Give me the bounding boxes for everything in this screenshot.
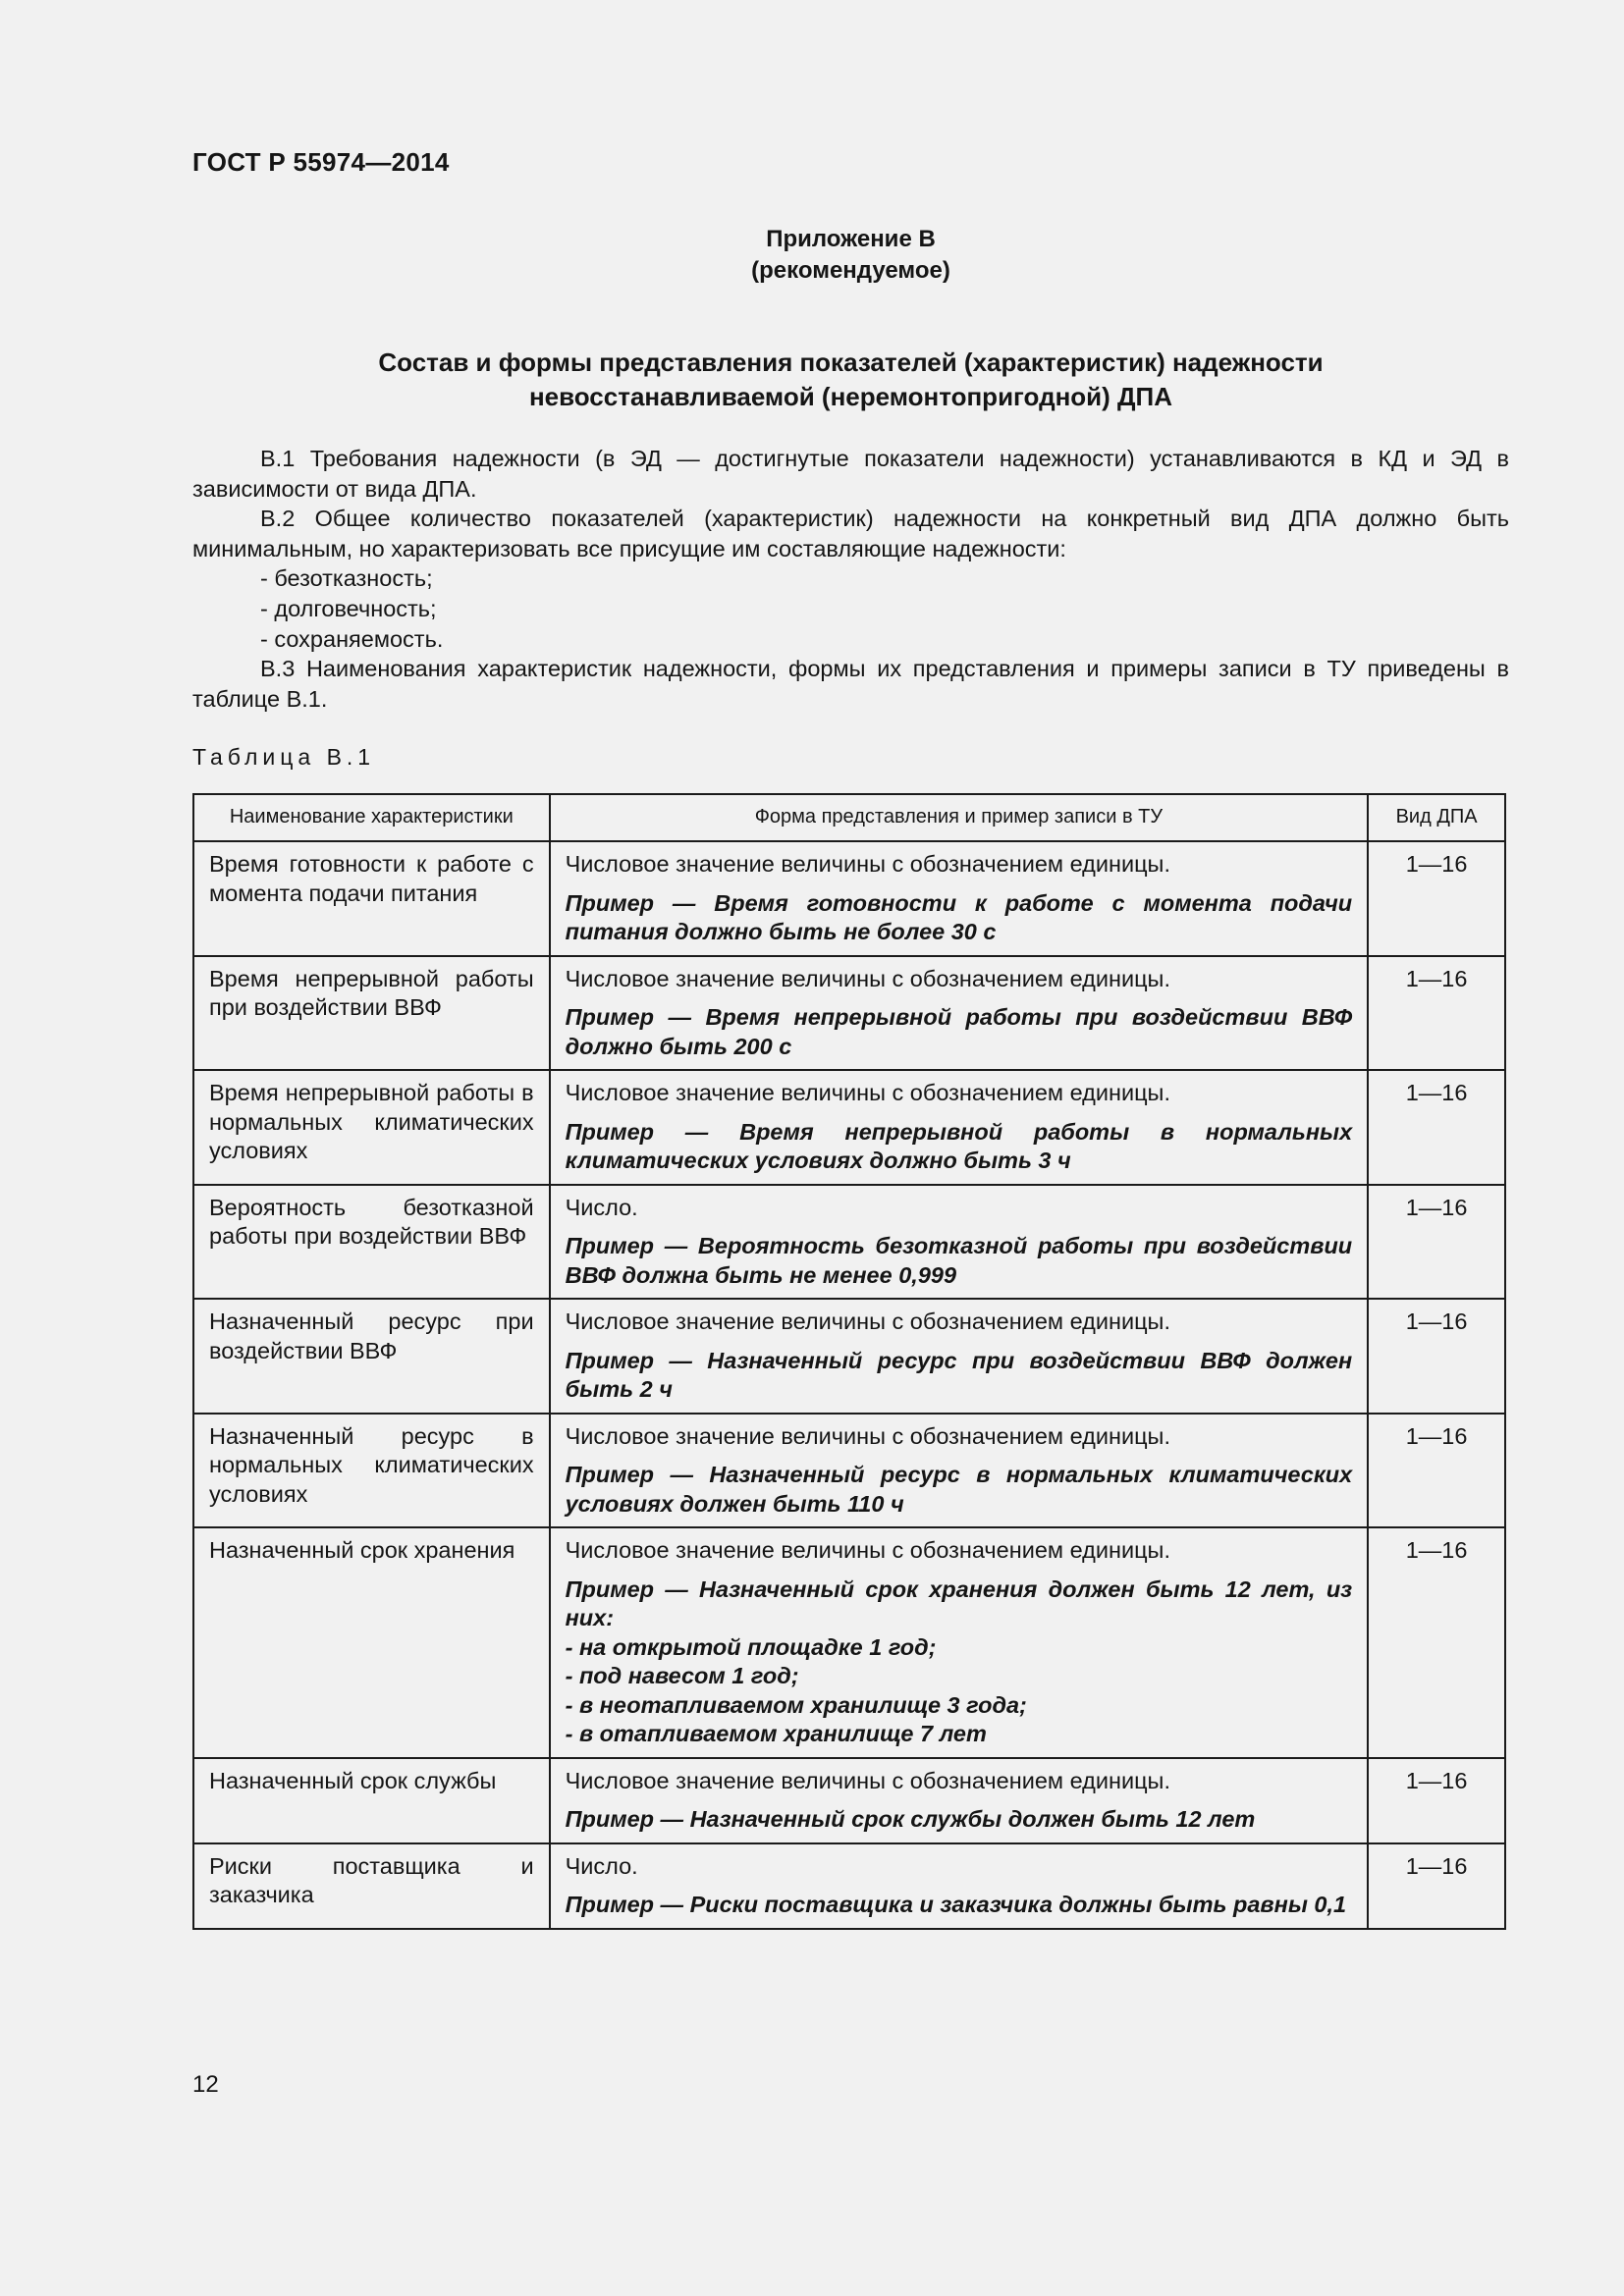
example-text: Пример — Вероятность безотказной работы при воздействии ВВФ должна быть не менее 0,999 [565,1233,1353,1288]
cell-form [550,1527,1369,1758]
paragraph-b3: В.3 Наименования характеристик надежности, формы их представления и примеры записи в ТУ приведены в таблице В.1. [192,656,1509,712]
header-name: Наименование характеристики [193,794,550,841]
cell-form [550,1758,1369,1843]
section-title [192,346,1509,414]
example-list-item: - под навесом 1 год; [565,1663,799,1688]
table-row [193,1299,1505,1414]
cell-kind: 1—16 [1368,956,1505,1071]
cell-kind: 1—16 [1368,1414,1505,1528]
cell-name: Назначенный ресурс при воздействии ВВФ [193,1299,550,1414]
cell-name: Риски поставщика и заказчика [193,1843,550,1929]
form-text: Числовое значение величины с обозначением единицы. [565,851,1170,877]
paragraph-b2: В.2 Общее количество показателей (характеристик) надежности на конкретный вид ДПА должно быть минимальным, но характеризовать все присущие им составляющие надежности: [192,506,1509,561]
appendix-heading [0,224,1624,287]
example-text: Пример — Риски поставщика и заказчика должны быть равны 0,1 [565,1892,1347,1917]
cell-form [550,1070,1369,1185]
cell-kind: 1—16 [1368,1843,1505,1929]
form-text: Число. [565,1194,638,1220]
form-text: Числовое значение величины с обозначением единицы. [565,1537,1170,1563]
header-kind: Вид ДПА [1368,794,1505,841]
document-code: ГОСТ Р 55974—2014 [192,147,450,177]
table-row [193,841,1505,956]
cell-name: Время готовности к работе с момента подачи питания [193,841,550,956]
cell-name: Вероятность безотказной работы при воздействии ВВФ [193,1185,550,1300]
appendix-title: Приложение В [766,226,936,252]
body-text [192,444,1509,714]
example-text: Пример — Назначенный ресурс в нормальных климатических условиях должен быть 110 ч [565,1462,1353,1517]
example-text: Пример — Время непрерывной работы в нормальных климатических условиях должно быть 3 ч [565,1118,1353,1173]
appendix-status: (рекомендуемое) [751,257,950,284]
list-item: - безотказность; [260,565,433,592]
cell-form [550,956,1369,1071]
form-text: Числовое значение величины с обозначением единицы. [565,1422,1170,1449]
table-caption: Таблица В.1 [192,744,376,770]
table-row [193,1185,1505,1300]
example-text: Пример — Время непрерывной работы при воздействии ВВФ должно быть 200 с [565,1004,1353,1059]
cell-kind: 1—16 [1368,1527,1505,1758]
example-text: Пример — Назначенный ресурс при воздействии ВВФ должен быть 2 ч [565,1347,1353,1402]
table-row [193,1414,1505,1528]
cell-name: Назначенный срок службы [193,1758,550,1843]
example-list-item: - в неотапливаемом хранилище 3 года; [565,1691,1027,1718]
cell-kind: 1—16 [1368,1185,1505,1300]
cell-name: Время непрерывной работы при воздействии ВВФ [193,956,550,1071]
cell-kind: 1—16 [1368,1070,1505,1185]
example-text: Пример — Назначенный срок хранения должен быть 12 лет, из них: [565,1575,1353,1630]
cell-name: Время непрерывной работы в нормальных климатических условиях [193,1070,550,1185]
section-title-line-2: невосстанавливаемой (неремонтопригодной) ДПА [528,382,1173,411]
cell-name: Назначенный ресурс в нормальных климатических условиях [193,1414,550,1528]
example-list-item: - в отапливаемом хранилище 7 лет [565,1721,987,1746]
form-text: Число. [565,1852,638,1879]
table-row [193,1527,1505,1758]
section-title-line-1: Состав и формы представления показателей (характеристик) надежности [378,347,1324,377]
cell-form [550,1414,1369,1528]
table-row [193,1758,1505,1843]
example-list-item: - на открытой площадке 1 год; [565,1633,937,1660]
example-text: Пример — Время готовности к работе с момента подачи питания должно быть не более 30 с [565,889,1353,944]
cell-kind: 1—16 [1368,1758,1505,1843]
list-item: - сохраняемость. [260,625,444,652]
list-item: - долговечность; [260,595,437,621]
header-form: Форма представления и пример записи в ТУ [550,794,1369,841]
paragraph-b1: В.1 Требования надежности (в ЭД — достигнутые показатели надежности) устанавливаются в КД и ЭД в зависимости от вида ДПА. [192,446,1509,502]
cell-form [550,841,1369,956]
page-number: 12 [192,2071,219,2098]
reliability-table [192,793,1506,1930]
cell-form [550,1843,1369,1929]
table-row [193,956,1505,1071]
table-row [193,1843,1505,1929]
cell-form [550,1299,1369,1414]
form-text: Числовое значение величины с обозначением единицы. [565,1080,1170,1105]
cell-kind: 1—16 [1368,841,1505,956]
form-text: Числовое значение величины с обозначением единицы. [565,1308,1170,1334]
cell-form [550,1185,1369,1300]
cell-name: Назначенный срок хранения [193,1527,550,1758]
table-row [193,1070,1505,1185]
form-text: Числовое значение величины с обозначением единицы. [565,1767,1170,1793]
form-text: Числовое значение величины с обозначением единицы. [565,965,1170,991]
table-header-row [193,794,1505,841]
example-text: Пример — Назначенный срок службы должен быть 12 лет [565,1806,1256,1832]
cell-kind: 1—16 [1368,1299,1505,1414]
